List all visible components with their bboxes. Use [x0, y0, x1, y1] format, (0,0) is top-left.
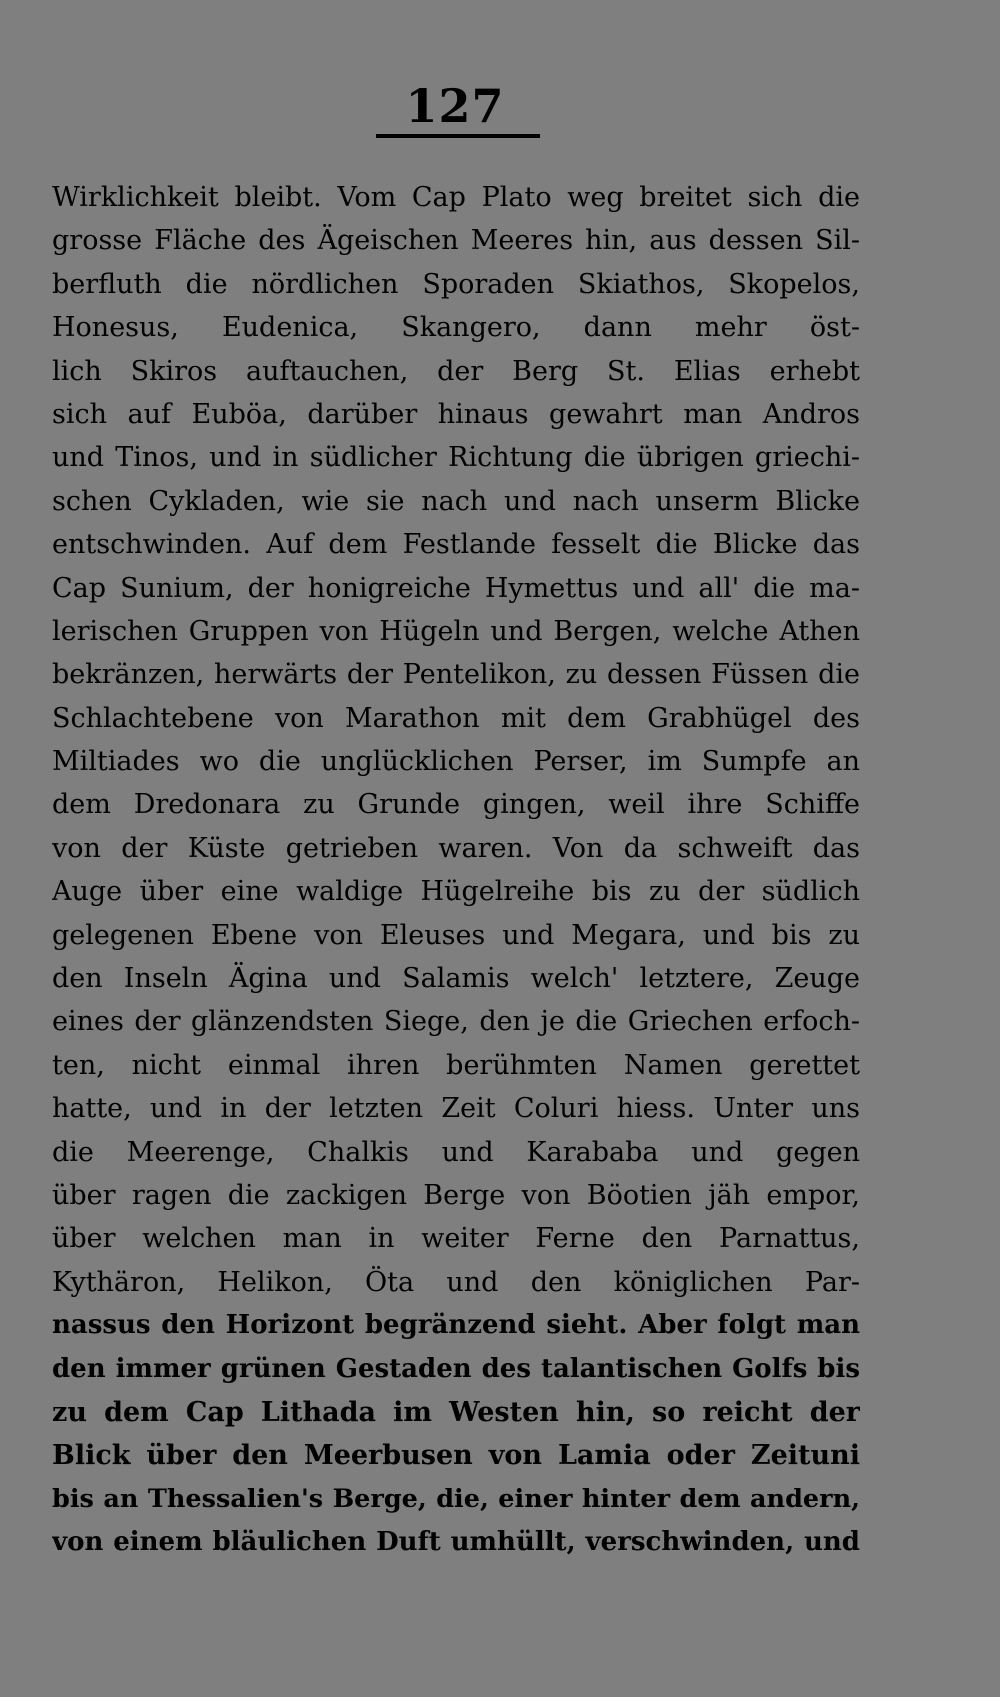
text-line: von der Küste getrieben waren. Von da schweift das [52, 832, 860, 864]
text-line: Wirklichkeit bleibt. Vom Cap Plato weg breitet sich die [52, 182, 860, 213]
text-line: Honesus, Eudenica, Skangero, dann mehr öst- [52, 312, 860, 344]
text-line: berfluth die nördlichen Sporaden Skiathos, Skopelos, [52, 268, 860, 300]
text-line: von einem bläulichen Duft umhüllt, verschwinden, und [52, 1527, 860, 1558]
text-line: die Meerenge, Chalkis und Karababa und gegen [52, 1136, 860, 1168]
text-line: über welchen man in weiter Ferne den Parnattus, [52, 1223, 860, 1255]
text-line: lich Skiros auftauchen, der Berg St. Elias erhebt [52, 355, 860, 387]
text-line: zu dem Cap Lithada im Westen hin, so reicht der [52, 1396, 860, 1428]
text-line: sich auf Euböa, darüber hinaus gewahrt man Andros [52, 398, 860, 430]
text-line: Blick über den Meerbusen von Lamia oder Zeituni [52, 1440, 860, 1472]
text-line: und Tinos, und in südlicher Richtung die übrigen griechi- [52, 442, 860, 474]
text-line: dem Dredonara zu Grunde gingen, weil ihre Schiffe [52, 789, 860, 821]
text-line: gelegenen Ebene von Eleuses und Megara, und bis zu [52, 919, 860, 951]
page-number: 127 [405, 79, 505, 133]
body-text [52, 176, 860, 1565]
text-line: entschwinden. Auf dem Festlande fesselt die Blicke das [52, 529, 860, 561]
text-line: den Inseln Ägina und Salamis welch' letztere, Zeuge [52, 963, 860, 995]
text-line: den immer grünen Gestaden des talantischen Golfs bis [52, 1353, 860, 1384]
text-line: nassus den Horizont begränzend sieht. Aber folgt man [52, 1310, 860, 1341]
text-line: hatte, und in der letzten Zeit Coluri hiess. Unter uns [52, 1093, 860, 1125]
text-line: Kythäron, Helikon, Öta und den königlichen Par- [52, 1266, 860, 1298]
text-line: Auge über eine waldige Hügelreihe bis zu der südlich [52, 876, 860, 908]
text-line: grosse Fläche des Ägeischen Meeres hin, aus dessen Sil- [52, 225, 860, 257]
text-line: lerischen Gruppen von Hügeln und Bergen, welche Athen [52, 615, 860, 647]
text-line: eines der glänzendsten Siege, den je die Griechen erfoch- [52, 1006, 860, 1038]
text-line: Schlachtebene von Marathon mit dem Grabhügel des [52, 702, 860, 734]
text-line: bis an Thessalien's Berge, die, einer hinter dem andern, [52, 1483, 860, 1514]
text-line: Cap Sunium, der honigreiche Hymettus und all' die ma- [52, 572, 860, 604]
text-line: ten, nicht einmal ihren berühmten Namen gerettet [52, 1049, 860, 1081]
header-rule [376, 134, 540, 138]
text-line: bekränzen, herwärts der Pentelikon, zu dessen Füssen die [52, 659, 860, 691]
text-line: schen Cykladen, wie sie nach und nach unserm Blicke [52, 485, 860, 517]
text-line: über ragen die zackigen Berge von Böotien jäh empor, [52, 1179, 860, 1211]
text-line: Miltiades wo die unglücklichen Perser, im Sumpfe an [52, 746, 860, 778]
